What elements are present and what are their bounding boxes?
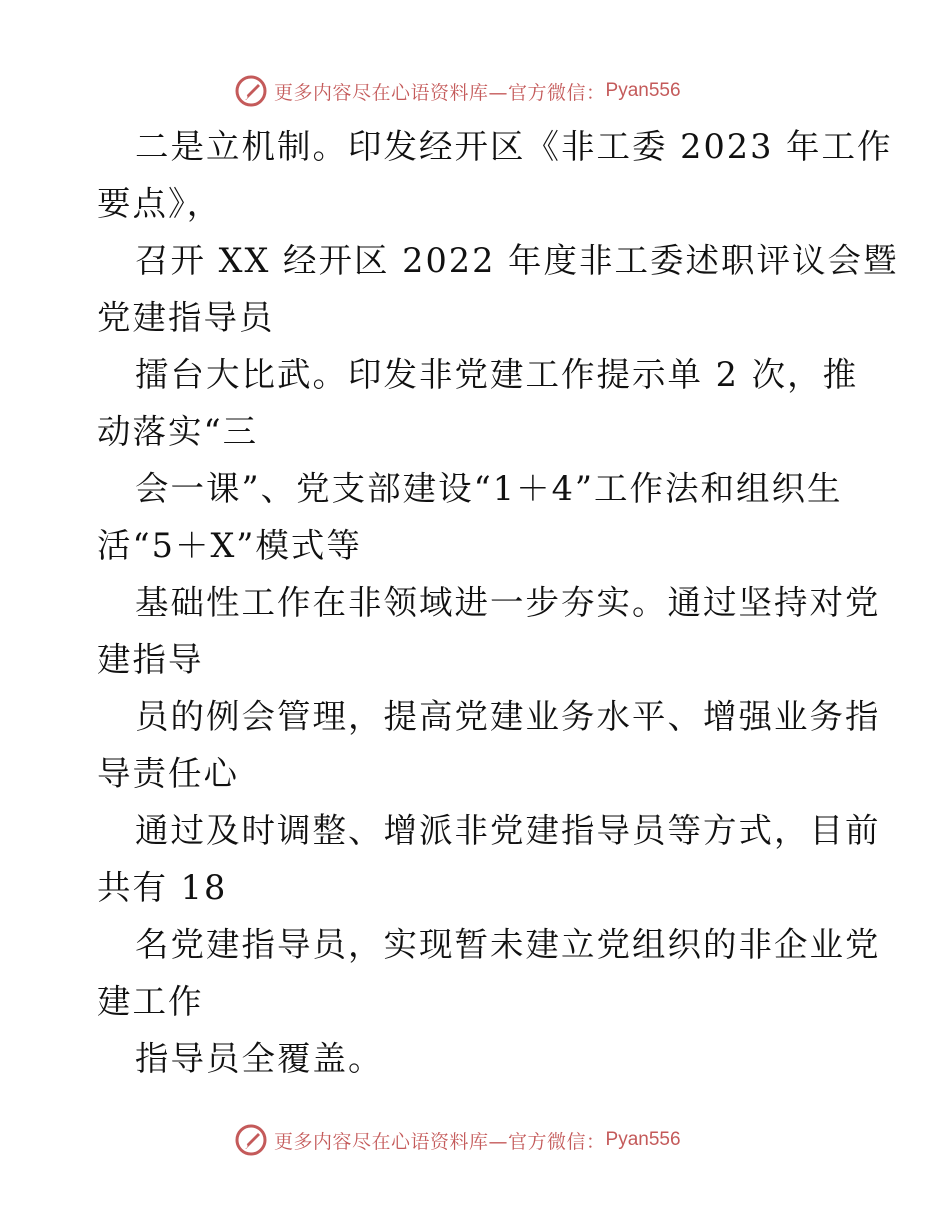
text-line: 动落实“三 [97,412,259,451]
text-line: 员的例会管理，提高党建业务水平、增强业务指 [135,697,881,736]
text-line: 共有 18 [97,868,228,907]
pen-seal-icon [234,74,268,108]
text-line: 建工作 [97,982,204,1021]
document-body [97,118,899,1087]
text-line: 二是立机制。印发经开区《非工委 2023 年工作 [135,127,893,166]
text-line: 通过及时调整、增派非党建指导员等方式，目前 [135,811,881,850]
pen-seal-icon [234,1123,268,1157]
text-line: 建指导 [97,640,204,679]
text-line: 指导员全覆盖。 [135,1039,384,1078]
header-banner [234,72,714,110]
header-banner-text: 更多内容尽在心语资料库—官方微信： [274,81,606,104]
text-line: 擂台大比武。印发非党建工作提示单 2 次，推 [135,355,859,394]
text-line: 党建指导员 [97,298,275,337]
text-line: 导责任心 [97,754,239,793]
footer-banner [234,1121,714,1159]
text-line: 要点》， [97,184,223,223]
footer-banner-text: 更多内容尽在心语资料库—官方微信： [274,1130,606,1153]
text-line: 会一课”、党支部建设“1＋4”工作法和组织生 [135,469,843,508]
footer-banner-handle: Pyan556 [605,1129,681,1150]
text-line: 活“5＋X”模式等 [97,526,362,565]
text-line: 基础性工作在非领域进一步夯实。通过坚持对党 [135,583,881,622]
text-line: 召开 XX 经开区 2022 年度非工委述职评议会暨 [135,241,899,280]
text-line: 名党建指导员，实现暂未建立党组织的非企业党 [135,925,881,964]
header-banner-handle: Pyan556 [605,80,681,101]
